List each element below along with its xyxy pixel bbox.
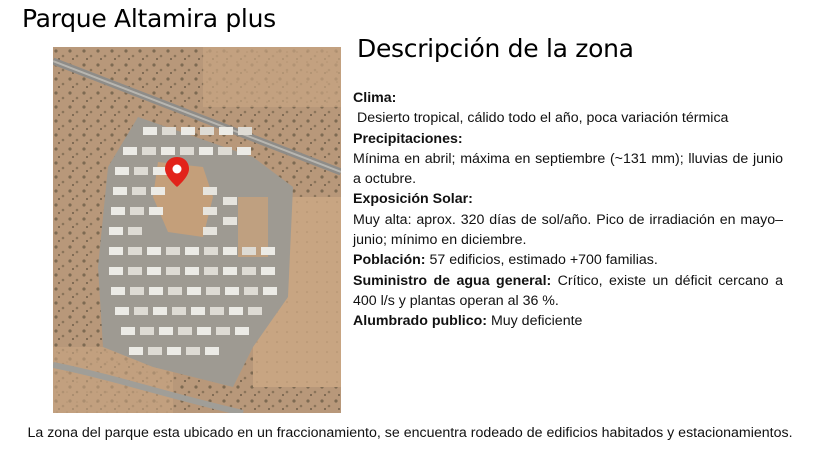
agua-label: Suministro de agua general: <box>353 272 552 289</box>
clima-label: Clima: <box>353 90 397 106</box>
building <box>235 327 249 335</box>
building <box>147 267 161 275</box>
building <box>185 267 199 275</box>
building <box>149 287 163 295</box>
building <box>149 207 163 215</box>
building <box>121 327 135 335</box>
building <box>162 127 176 135</box>
building <box>185 247 199 255</box>
building <box>148 347 162 355</box>
building <box>130 207 144 215</box>
building <box>218 147 232 155</box>
building <box>167 347 181 355</box>
building <box>147 247 161 255</box>
poblacion-label: Población: <box>353 252 426 269</box>
building <box>134 307 148 315</box>
exposicion-label: Exposición Solar: <box>353 191 473 208</box>
satellite-image <box>53 47 341 413</box>
zone-description <box>353 88 783 332</box>
building <box>204 267 218 275</box>
building <box>203 187 217 195</box>
building <box>181 127 195 135</box>
building <box>109 227 123 235</box>
building <box>111 287 125 295</box>
building <box>216 327 230 335</box>
building <box>159 327 173 335</box>
building <box>225 287 239 295</box>
building <box>172 307 186 315</box>
building <box>206 287 220 295</box>
building <box>238 127 252 135</box>
building <box>161 147 175 155</box>
building <box>151 187 165 195</box>
poblacion-text: 57 edificios, estimado +700 familias. <box>425 252 658 269</box>
building <box>205 347 219 355</box>
building <box>219 127 233 135</box>
building <box>203 227 217 235</box>
precipitaciones-text: Mínima en abril; máxima en septiembre (~131 mm); lluvias de junio a octubre. <box>353 150 783 188</box>
building <box>180 147 194 155</box>
building <box>109 247 123 255</box>
building <box>153 307 167 315</box>
image-caption: La zona del parque esta ubicado en un fraccionamiento, se encuentra rodeado de edificios habitados y estacionamientos. <box>27 425 793 441</box>
building <box>166 267 180 275</box>
building <box>186 347 200 355</box>
building <box>237 147 251 155</box>
building <box>113 187 127 195</box>
building <box>248 307 262 315</box>
building <box>244 287 258 295</box>
precipitaciones-label: Precipitaciones: <box>353 130 463 147</box>
exposicion-text: Muy alta: aprox. 320 días de sol/año. Pico de irradiación en mayo–junio; mínimo en diciembre. <box>353 211 783 249</box>
building <box>128 267 142 275</box>
building <box>242 267 256 275</box>
agua-text: Crítico, existe un déficit cercano a 400 l/s y plantas operan al 36 %. <box>353 272 783 309</box>
building <box>134 167 148 175</box>
building <box>109 267 123 275</box>
page-title: Parque Altamira plus <box>22 4 276 33</box>
building <box>261 267 275 275</box>
building <box>168 287 182 295</box>
building <box>210 307 224 315</box>
building <box>143 127 157 135</box>
building <box>199 147 213 155</box>
satellite-map <box>53 47 341 413</box>
building <box>123 147 137 155</box>
building <box>178 327 192 335</box>
building <box>263 287 277 295</box>
building <box>197 327 211 335</box>
building <box>223 217 237 225</box>
alumbrado-text: Muy deficiente <box>487 313 583 330</box>
building <box>132 187 146 195</box>
building <box>203 207 217 215</box>
building <box>223 197 237 205</box>
building <box>115 167 129 175</box>
building <box>111 207 125 215</box>
building <box>128 227 142 235</box>
building <box>129 347 143 355</box>
building <box>142 147 156 155</box>
building <box>187 287 201 295</box>
alumbrado-label: Alumbrado publico: <box>353 313 487 330</box>
building <box>130 287 144 295</box>
building <box>166 247 180 255</box>
clima-text: Desierto tropical, cálido todo el año, poca variación térmica <box>357 110 729 127</box>
building <box>223 267 237 275</box>
building <box>229 307 243 315</box>
building <box>140 327 154 335</box>
building <box>115 307 129 315</box>
building <box>223 247 237 255</box>
building <box>242 247 256 255</box>
building <box>200 127 214 135</box>
building <box>204 247 218 255</box>
building <box>153 167 167 175</box>
section-title: Descripción de la zona <box>357 34 634 63</box>
building <box>191 307 205 315</box>
building <box>128 247 142 255</box>
building <box>261 247 275 255</box>
